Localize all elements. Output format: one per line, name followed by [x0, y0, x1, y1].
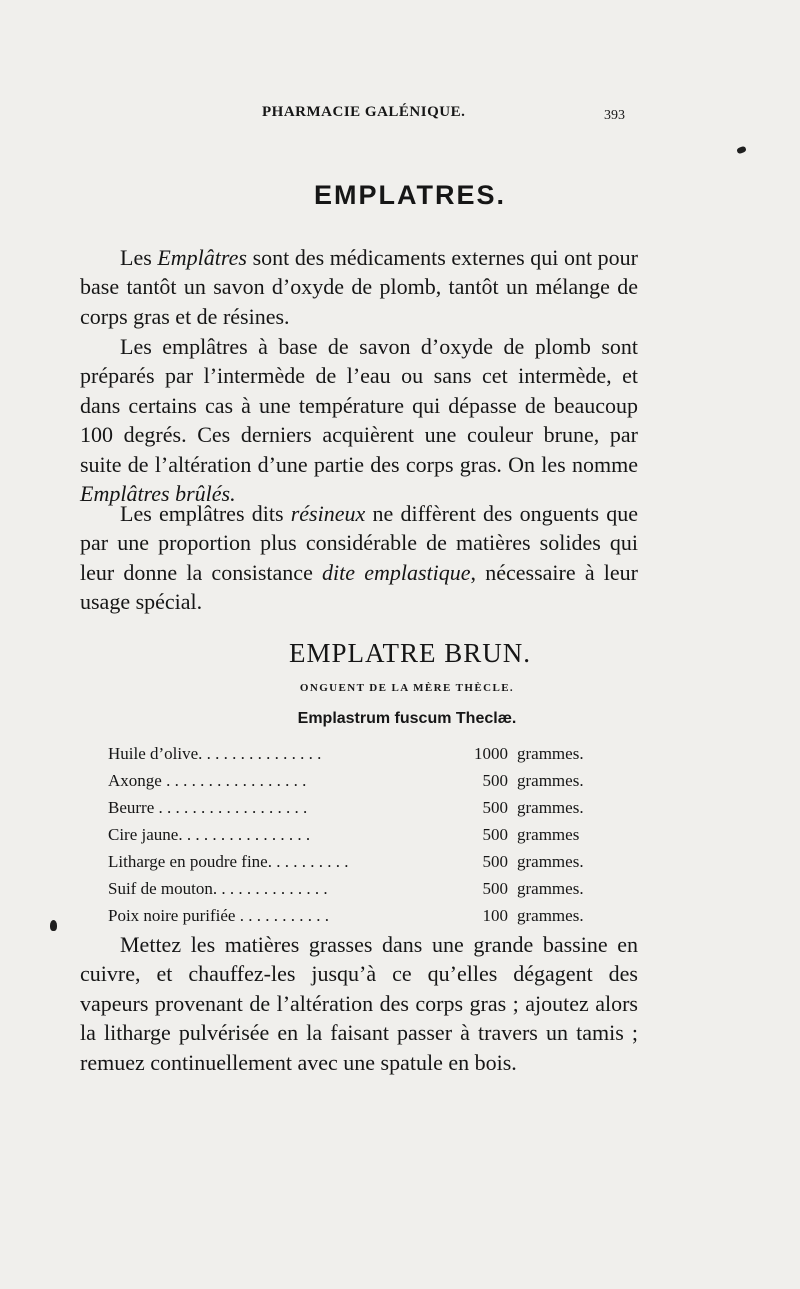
paragraph-1-text-end: sont des médicaments externes qui ont pour base tantôt un savon d’oxyde de plomb, tantôt un mélange de corps gras et de résines. — [80, 245, 638, 329]
paragraph-3-emphasis-2: dite emplastique — [322, 559, 471, 585]
paragraph-3-text-end: , nécessaire à leur usage spécial. — [80, 559, 638, 615]
section-title: EMPLATRES. — [313, 180, 506, 210]
ingredient-name: Suif de mouton. . . . . . . . . . . . . . — [108, 879, 328, 898]
ingredient-row — [108, 740, 608, 767]
recipe-latin-name: Emplastrum fuscum Theclæ. — [297, 710, 517, 727]
paragraph-3-emphasis-1: résineux — [290, 501, 366, 526]
recipe-title: EMPLATRE BRUN. — [288, 638, 532, 668]
paragraph-2 — [80, 332, 638, 508]
ingredient-list — [108, 740, 608, 929]
running-head: PHARMACIE GALÉNIQUE. — [262, 104, 466, 120]
ingredient-quantity: 100 — [482, 906, 508, 925]
ingredient-name: Litharge en poudre fine. . . . . . . . . . — [108, 852, 349, 871]
ingredient-unit: grammes. — [517, 771, 584, 790]
ingredient-name: Poix noire purifiée . . . . . . . . . . . — [108, 906, 329, 925]
ingredient-name: Huile d’olive. . . . . . . . . . . . . . . — [108, 744, 322, 763]
ingredient-unit: grammes. — [517, 906, 584, 925]
paragraph-1-emphasis: Emplâtres — [157, 245, 247, 270]
ingredient-unit: grammes — [517, 825, 580, 844]
ingredient-quantity: 500 — [482, 825, 508, 844]
paragraph-2-text: Les emplâtres à base de savon d’oxyde de plomb sont préparés par l’intermède de l’eau ou sans cet intermède, et dans certains cas à une température qui dépasse de beaucoup 100 degrés. Ces derniers acquièrent une couleur brune, par suite de l’altération d’une partie des corps gras. On les nomme — [80, 334, 638, 477]
ingredient-name: Beurre . . . . . . . . . . . . . . . . . . — [108, 798, 308, 817]
ingredient-unit: grammes. — [517, 798, 584, 817]
paragraph-4: Mettez les matières grasses dans une grande bassine en cuivre, et chauffez-les jusqu’à ce qu’elles dégagent des vapeurs provenant de l’altération des corps gras ; ajoutez alors la litharge pulvérisée en la faisant passer à travers un tamis ; remuez continuellement avec une spatule en bois. — [80, 932, 638, 1075]
recipe-subtitle: ONGUENT DE LA MÈRE THÈCLE. — [299, 682, 515, 694]
ingredient-name: Cire jaune. . . . . . . . . . . . . . . . — [108, 825, 311, 844]
paragraph-1 — [80, 243, 638, 331]
ingredient-unit: grammes. — [517, 852, 584, 871]
ingredient-unit: grammes. — [517, 744, 584, 763]
ingredient-row — [108, 848, 608, 875]
bullet-mark — [50, 920, 57, 931]
ingredient-quantity: 500 — [482, 798, 508, 817]
paragraph-3-text: Les emplâtres dits — [120, 501, 291, 526]
ingredient-row — [108, 821, 608, 848]
page-number: 393 — [604, 108, 625, 123]
ingredient-quantity: 1000 — [474, 744, 508, 763]
ingredient-unit: grammes. — [517, 879, 584, 898]
ingredient-quantity: 500 — [482, 879, 508, 898]
ingredient-quantity: 500 — [482, 852, 508, 871]
paragraph-1-text: Les — [120, 245, 158, 270]
ingredient-row — [108, 767, 608, 794]
paragraph-3 — [80, 499, 638, 617]
ink-mark — [736, 146, 747, 155]
ingredient-row — [108, 902, 608, 929]
paragraph-2-emphasis: Emplâtres brûlés. — [80, 481, 236, 507]
ingredient-row — [108, 875, 608, 902]
ingredient-quantity: 500 — [482, 771, 508, 790]
paragraph-3-text-mid: ne diffèrent des onguents que par une proportion plus considérable de matières solides qui leur donne la consistance — [80, 501, 638, 585]
ingredient-name: Axonge . . . . . . . . . . . . . . . . . — [108, 771, 307, 790]
ingredient-row — [108, 794, 608, 821]
